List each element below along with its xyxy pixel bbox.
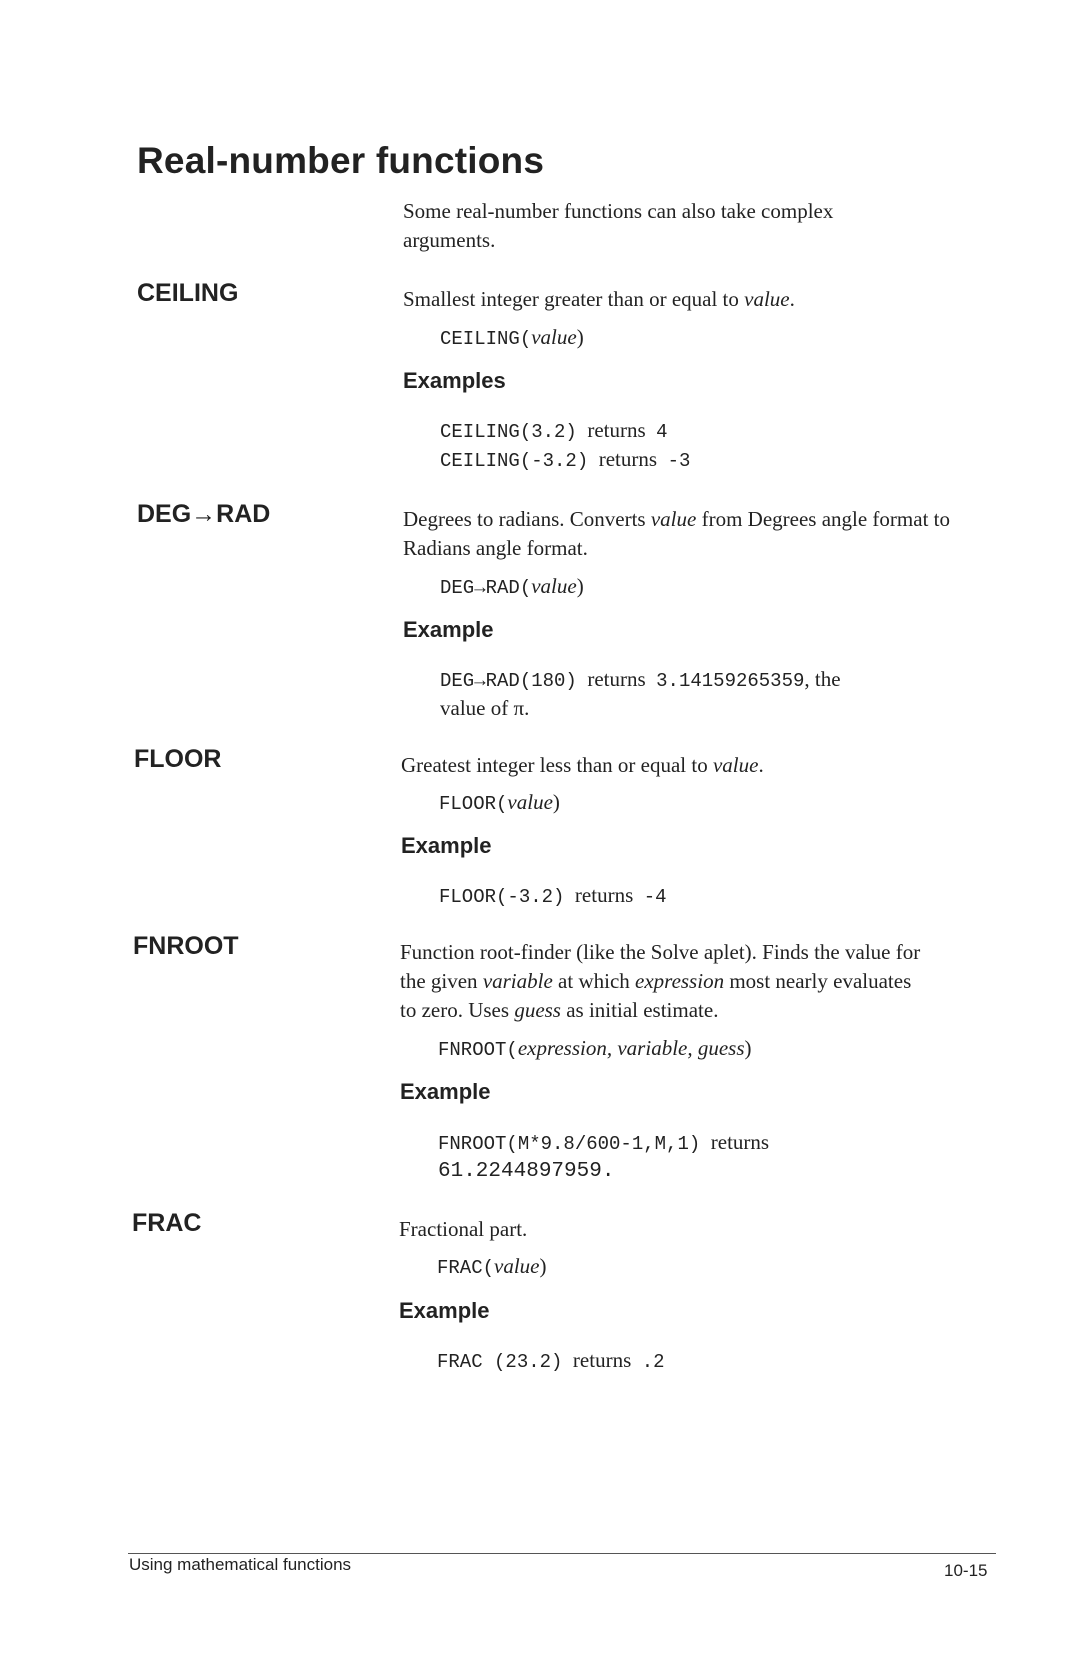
degrad-description: Degrees to radians. Converts value from Degrees angle format to Radians angle format. [403, 507, 950, 560]
frac-description: Fractional part. [399, 1217, 528, 1241]
frac-example: FRAC (23.2) returns .2 [437, 1348, 665, 1373]
intro-text: Some real-number functions can also take complex arguments. [403, 199, 834, 252]
fnroot-example-line-2: 61.2244897959. [438, 1160, 615, 1183]
term-fnroot: FNROOT [133, 932, 239, 960]
ceiling-syntax: CEILING(value) [440, 325, 584, 350]
frac-syntax: FRAC(value) [437, 1254, 547, 1279]
fnroot-description [400, 938, 920, 1025]
fnroot-description-line-2: the given variable at which expression most nearly evaluates [400, 969, 912, 993]
floor-example: FLOOR(-3.2) returns -4 [439, 883, 667, 908]
degrad-example-line-2: value of π. [440, 696, 530, 720]
term-ceiling: CEILING [137, 279, 239, 307]
fnroot-example-heading: Example [400, 1079, 491, 1104]
page-title: Real-number functions [137, 140, 545, 181]
footer-chapter: Using mathematical functions [129, 1555, 352, 1574]
ceiling-example-2: CEILING(-3.2) returns -3 [440, 447, 691, 472]
footer-rule [128, 1553, 996, 1554]
degrad-example-line-1: DEG→RAD(180) returns 3.14159265359, the [440, 667, 841, 692]
fnroot-description-line-3: to zero. Uses guess as initial estimate. [400, 998, 719, 1022]
term-floor: FLOOR [134, 745, 222, 773]
term-frac: FRAC [132, 1209, 202, 1237]
frac-example-heading: Example [399, 1298, 490, 1323]
floor-example-heading: Example [401, 833, 492, 858]
degrad-syntax: DEG→RAD(value) [440, 574, 584, 599]
ceiling-example-1: CEILING(3.2) returns 4 [440, 418, 668, 443]
footer-page-number: 10-15 [944, 1561, 988, 1580]
ceiling-description: Smallest integer greater than or equal to value. [403, 287, 795, 311]
floor-description: Greatest integer less than or equal to value. [401, 753, 764, 777]
degrad-example-heading: Example [403, 617, 494, 642]
ceiling-examples-heading: Examples [403, 368, 506, 393]
term-deg-rad: DEG→RAD [137, 500, 271, 528]
fnroot-example-line-1: FNROOT(M*9.8/600-1,M,1) returns [438, 1130, 770, 1155]
fnroot-description-line-1: Function root-finder (like the Solve aplet). Finds the value for [400, 940, 921, 964]
fnroot-syntax: FNROOT(expression, variable, guess) [438, 1036, 752, 1061]
floor-syntax: FLOOR(value) [439, 790, 560, 815]
